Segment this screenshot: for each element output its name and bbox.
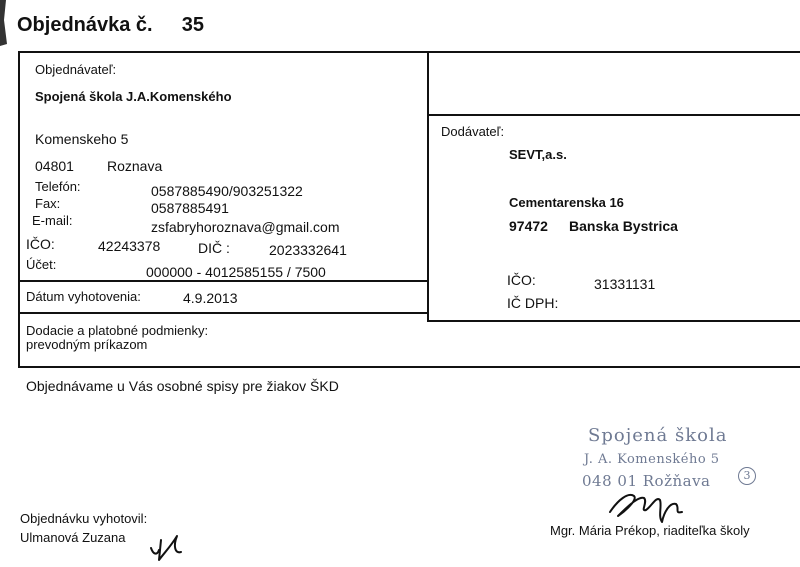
fax-value: 0587885491 (151, 200, 229, 216)
email-label: E-mail: (32, 213, 73, 228)
stamp-circle-number: 3 (738, 467, 756, 485)
issuer-signature (147, 522, 187, 562)
phone-label: Telefón: (35, 179, 81, 194)
dic-value: 2023332641 (269, 242, 347, 258)
order-number: 35 (181, 14, 204, 36)
date-top-line (18, 280, 428, 282)
customer-city: Roznava (107, 158, 163, 174)
supplier-icdph-label: IČ DPH: (507, 295, 559, 311)
account-value: 000000 - 4012585155 / 7500 (146, 264, 326, 280)
dic-label: DIČ : (198, 240, 230, 256)
scan-edge-mark (0, 0, 8, 46)
director-signature (604, 482, 690, 526)
email-value: zsfabryhoroznava@gmail.com (151, 219, 340, 235)
customer-label: Objednávateľ: (35, 62, 117, 77)
stamp-line-2: J. A. Komenského 5 (584, 452, 720, 467)
supplier-bottom-line (427, 320, 800, 322)
frame-top-line (18, 51, 800, 53)
customer-name: Spojená škola J.A.Komenského (35, 89, 232, 104)
director-name: Mgr. Mária Prékop, riaditeľka školy (550, 523, 750, 538)
supplier-street: Cementarenska 16 (509, 195, 624, 210)
terms-bottom-line (18, 366, 800, 368)
order-text: Objednávame u Vás osobné spisy pre žiakov ŠKD (26, 378, 339, 394)
supplier-top-line (427, 114, 800, 116)
supplier-name: SEVT,a.s. (509, 147, 567, 162)
fax-label: Fax: (35, 196, 61, 211)
customer-street: Komenskeho 5 (35, 131, 129, 147)
document-title-label: Objednávka č. (17, 14, 153, 36)
document-title (17, 14, 204, 37)
supplier-ico-label: IČO: (507, 272, 536, 288)
phone-value: 0587885490/903251322 (151, 183, 303, 199)
supplier-city: Banska Bystrica (569, 218, 678, 234)
date-bottom-line (18, 312, 428, 314)
supplier-label: Dodávateľ: (441, 124, 505, 139)
issue-date-value: 4.9.2013 (183, 290, 238, 306)
customer-ico-label: IČO: (26, 236, 55, 252)
terms-value: prevodným príkazom (26, 337, 148, 352)
stamp-line-3: 048 01 Rožňava (582, 472, 711, 490)
frame-left-line (18, 51, 20, 367)
stamp-line-1: Spojená škola (588, 425, 728, 446)
account-label: Účet: (26, 257, 57, 272)
customer-ico-value: 42243378 (98, 238, 161, 254)
issue-date-label: Dátum vyhotovenia: (26, 289, 141, 304)
customer-zip: 04801 (35, 158, 74, 174)
issued-by-label: Objednávku vyhotovil: (20, 511, 148, 526)
terms-label: Dodacie a platobné podmienky: (26, 323, 209, 338)
supplier-zip: 97472 (509, 218, 548, 234)
supplier-ico-value: 31331131 (594, 276, 656, 292)
issued-by-name: Ulmanová Zuzana (20, 530, 126, 545)
